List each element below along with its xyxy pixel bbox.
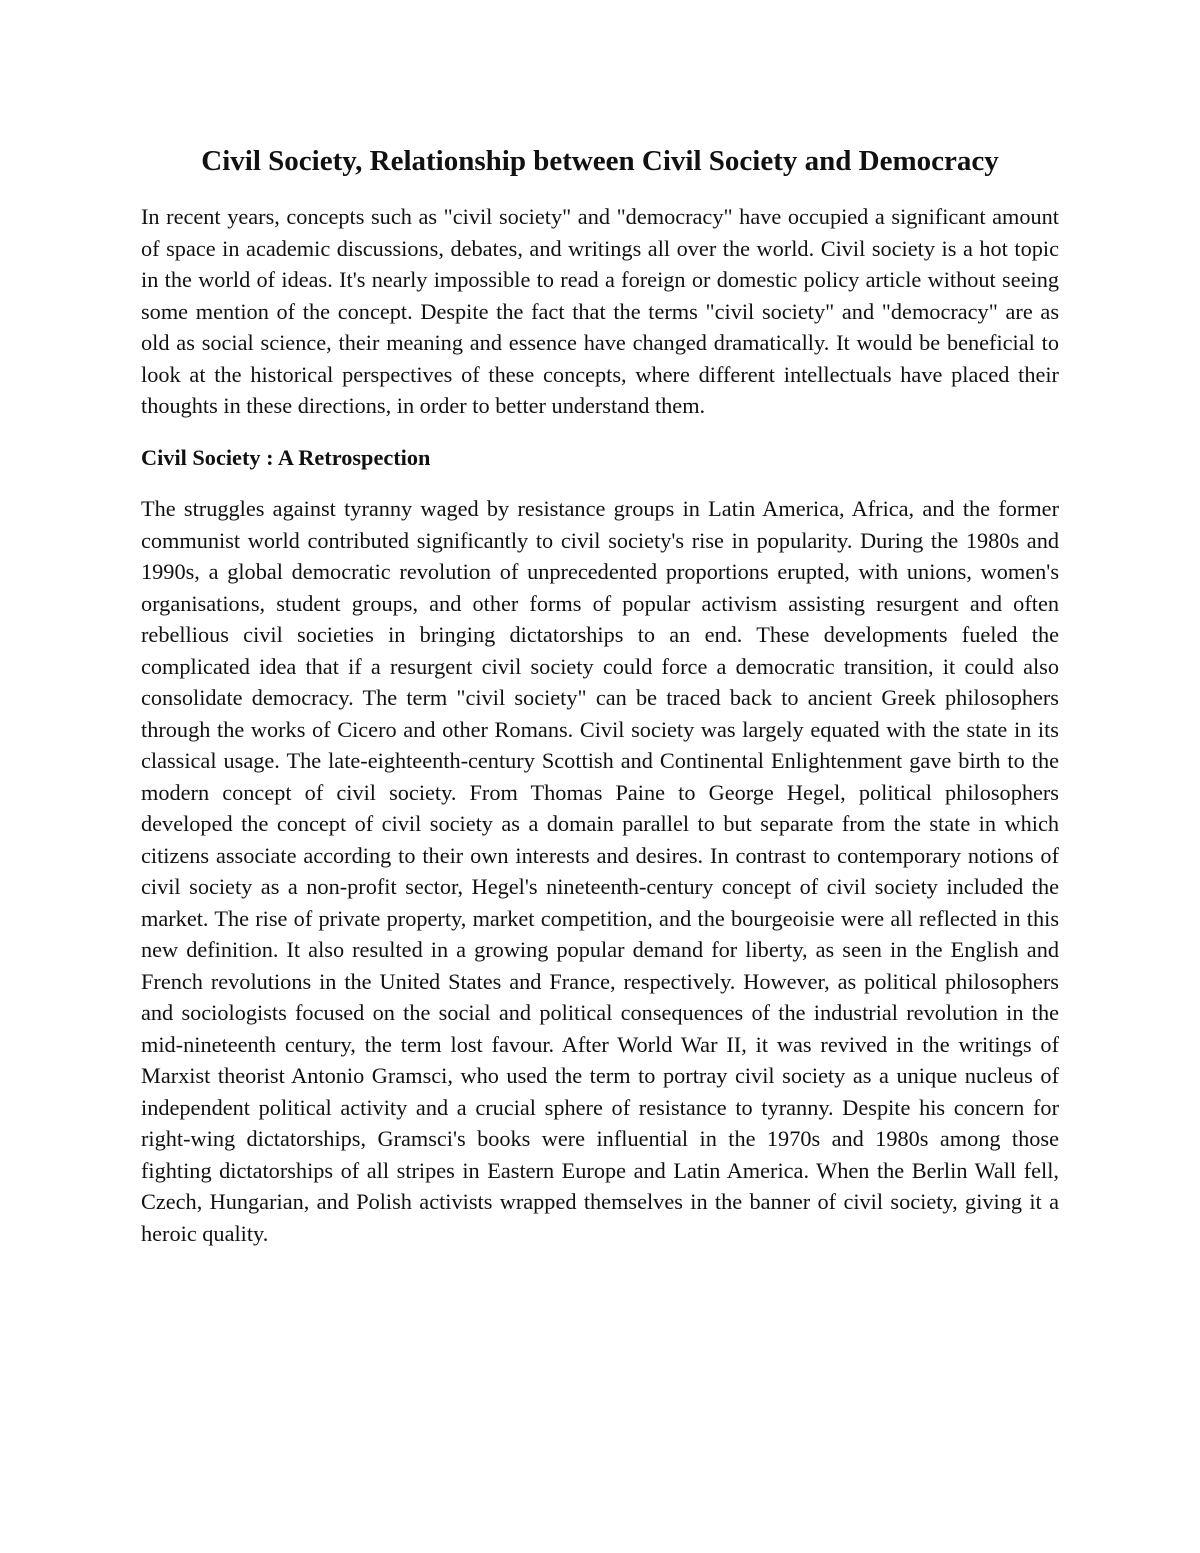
section-paragraph: The struggles against tyranny waged by resistance groups in Latin America, Africa, and the former communist world contributed significantly to civil society's rise in popularity. During the 1980s and 1990s, a global democratic revolution of unprecedented proportions erupted, with unions, women's organisations, student groups, and other forms of popular activism assisting resurgent and often rebellious civil societies in bringing dictatorships to an end. These developments fueled the complicated idea that if a resurgent civil society could force a democratic transition, it could also consolidate democracy. The term "civil society" can be traced back to ancient Greek philosophers through the works of Cicero and other Romans. Civil society was largely equated with the state in its classical usage. The late-eighteenth-century Scottish and Continental Enlightenment gave birth to the modern concept of civil society. From Thomas Paine to George Hegel, political philosophers developed the concept of civil society as a domain parallel to but separate from the state in which citizens associate according to their own interests and desires. In contrast to contemporary notions of civil society as a non-profit sector, Hegel's nineteenth-century concept of civil society included the market. The rise of private property, market competition, and the bourgeoisie were all reflected in this new definition. It also resulted in a growing popular demand for liberty, as seen in the English and French revolutions in the United States and France, respectively. However, as political philosophers and sociologists focused on the social and political consequences of the industrial revolution in the mid-nineteenth century, the term lost favour. After World War II, it was revived in the writings of Marxist theorist Antonio Gramsci, who used the term to portray civil society as a unique nucleus of independent political activity and a crucial sphere of resistance to tyranny. Despite his concern for right-wing dictatorships, Gramsci's books were influential in the 1970s and 1980s among those fighting dictatorships of all stripes in Eastern Europe and Latin America. When the Berlin Wall fell, Czech, Hungarian, and Polish activists wrapped themselves in the banner of civil society, giving it a heroic quality. <box>141 496 1059 1246</box>
document-title: Civil Society, Relationship between Civil Society and Democracy <box>201 145 999 177</box>
document-body <box>141 141 1059 1269</box>
intro-paragraph: In recent years, concepts such as "civil society" and "democracy" have occupied a significant amount of space in academic discussions, debates, and writings all over the world. Civil society is a hot topic in the world of ideas. It's nearly impossible to read a foreign or domestic policy article without seeing some mention of the concept. Despite the fact that the terms "civil society" and "democracy" are as old as social science, their meaning and essence have changed dramatically. It would be beneficial to look at the historical perspectives of these concepts, where different intellectuals have placed their thoughts in these directions, in order to better understand them. <box>141 204 1059 418</box>
section-heading: Civil Society : A Retrospection <box>141 444 431 470</box>
